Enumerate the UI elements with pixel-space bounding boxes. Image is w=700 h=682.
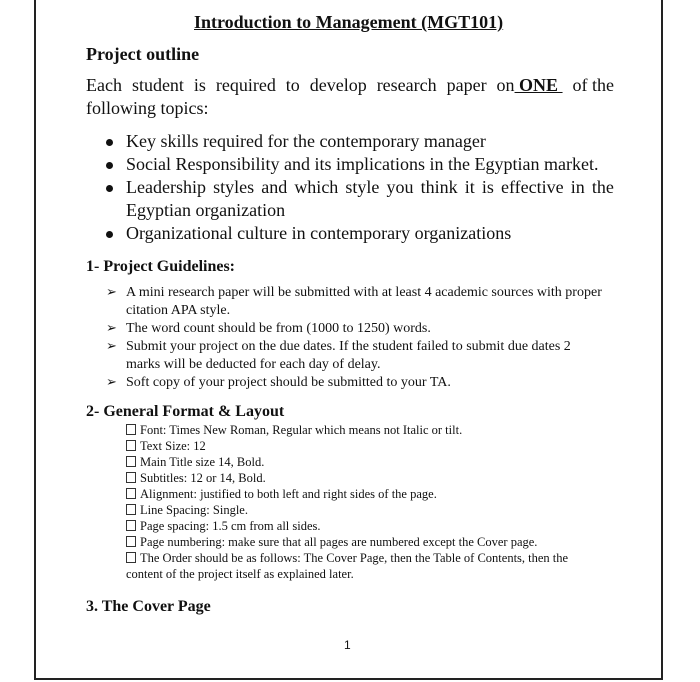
topic-item <box>86 153 614 176</box>
guideline-item <box>86 284 614 320</box>
topic-word: think <box>420 177 458 197</box>
intro-word-required: required <box>215 75 276 95</box>
topic-item <box>86 176 614 222</box>
intro-word-of-the: of the <box>572 75 614 95</box>
checkbox-square-icon <box>126 456 136 467</box>
format-item <box>126 518 614 534</box>
format-item <box>126 534 614 550</box>
format-text: Page numbering: make sure that all pages are numbered except the Cover page. <box>140 535 538 549</box>
format-list <box>126 422 614 582</box>
checkbox-square-icon <box>126 472 136 483</box>
topic-text-continued: Egyptian organization <box>126 200 286 220</box>
cover-page-heading: 3. The Cover Page <box>86 598 211 615</box>
document-title: Introduction to Management (MGT101) <box>194 12 504 32</box>
format-item <box>126 486 614 502</box>
format-text: Page spacing: 1.5 cm from all sides. <box>140 519 321 533</box>
intro-line-1 <box>86 74 614 97</box>
topic-word: in <box>570 177 585 197</box>
project-outline-heading: Project outline <box>86 44 200 64</box>
guidelines-heading: 1- Project Guidelines: <box>86 258 236 275</box>
guidelines-list <box>86 284 614 392</box>
topic-text: Organizational culture in contemporary organizations <box>126 223 512 243</box>
checkbox-square-icon <box>126 504 136 515</box>
guideline-item <box>86 338 614 374</box>
format-item <box>126 470 614 486</box>
checkbox-square-icon <box>126 520 136 531</box>
intro-line-2: following topics: <box>86 98 209 118</box>
intro-word-paper: paper <box>446 75 487 95</box>
intro-word-to: to <box>285 75 300 95</box>
topic-text-justified <box>126 176 614 199</box>
arrow-bullet-icon: ➢ <box>106 321 117 336</box>
format-item <box>126 454 614 470</box>
bullet-dot-icon <box>106 185 113 192</box>
checkbox-square-icon <box>126 552 136 563</box>
topic-word: it <box>464 177 475 197</box>
checkbox-square-icon <box>126 536 136 547</box>
bullet-dot-icon <box>106 231 113 238</box>
guideline-line-1: A mini research paper will be submitted with at least 4 academic sources with proper <box>126 285 602 300</box>
guideline-item <box>86 320 614 338</box>
topic-word: is <box>481 177 494 197</box>
checkbox-square-icon <box>126 488 136 499</box>
format-item <box>126 502 614 518</box>
guideline-line-1: Submit your project on the due dates. If the student failed to submit due dates 2 <box>126 339 571 354</box>
topic-text: Key skills required for the contemporary manager <box>126 131 486 151</box>
intro-word-student: student <box>131 75 184 95</box>
topic-word: which <box>294 177 339 197</box>
bullet-dot-icon <box>106 139 113 146</box>
intro-word-research: research <box>376 75 437 95</box>
intro-word-develop: develop <box>309 75 367 95</box>
guideline-line-2: citation APA style. <box>126 303 231 318</box>
intro-emphasis-one: ONE <box>514 75 563 95</box>
topic-word: style <box>345 177 380 197</box>
checkbox-square-icon <box>126 440 136 451</box>
guideline-line-2: marks will be deducted for each day of delay. <box>126 357 381 372</box>
intro-word-on: on ONE <box>496 75 563 95</box>
intro-paragraph <box>86 74 614 120</box>
format-heading: 2- General Format & Layout <box>86 403 285 420</box>
format-text: Font: Times New Roman, Regular which means not Italic or tilt. <box>140 423 463 437</box>
topic-word: styles <box>213 177 255 197</box>
format-text: content of the project itself as explained later. <box>126 567 354 581</box>
format-text: Text Size: 12 <box>140 439 206 453</box>
topic-item <box>86 130 614 153</box>
arrow-bullet-icon: ➢ <box>106 375 117 390</box>
topics-list <box>86 130 614 245</box>
guideline-line-1: Soft copy of your project should be submitted to your TA. <box>126 375 451 390</box>
intro-word-is: is <box>193 75 206 95</box>
topic-word: you <box>386 177 414 197</box>
topic-word: effective <box>501 177 564 197</box>
page-number: 1 <box>344 638 351 652</box>
format-text: Main Title size 14, Bold. <box>140 455 265 469</box>
guideline-line-1: The word count should be from (1000 to 1250) words. <box>126 321 431 336</box>
topic-word: the <box>591 177 614 197</box>
arrow-bullet-icon: ➢ <box>106 285 117 300</box>
guideline-item <box>86 374 614 392</box>
format-text: The Order should be as follows: The Cover Page, then the Table of Contents, then the <box>140 551 569 565</box>
intro-word-each: Each <box>86 75 122 95</box>
topic-word: and <box>261 177 288 197</box>
format-text: Line Spacing: Single. <box>140 503 248 517</box>
checkbox-square-icon <box>126 424 136 435</box>
format-text: Alignment: justified to both left and right sides of the page. <box>140 487 437 501</box>
topic-item <box>86 222 614 245</box>
topic-text: Social Responsibility and its implications in the Egyptian market. <box>126 154 599 174</box>
arrow-bullet-icon: ➢ <box>106 339 117 354</box>
format-item-continued <box>126 566 614 582</box>
format-item <box>126 422 614 438</box>
topic-word: Leadership <box>126 177 206 197</box>
format-text: Subtitles: 12 or 14, Bold. <box>140 471 266 485</box>
bullet-dot-icon <box>106 162 113 169</box>
format-item <box>126 550 614 566</box>
format-item <box>126 438 614 454</box>
